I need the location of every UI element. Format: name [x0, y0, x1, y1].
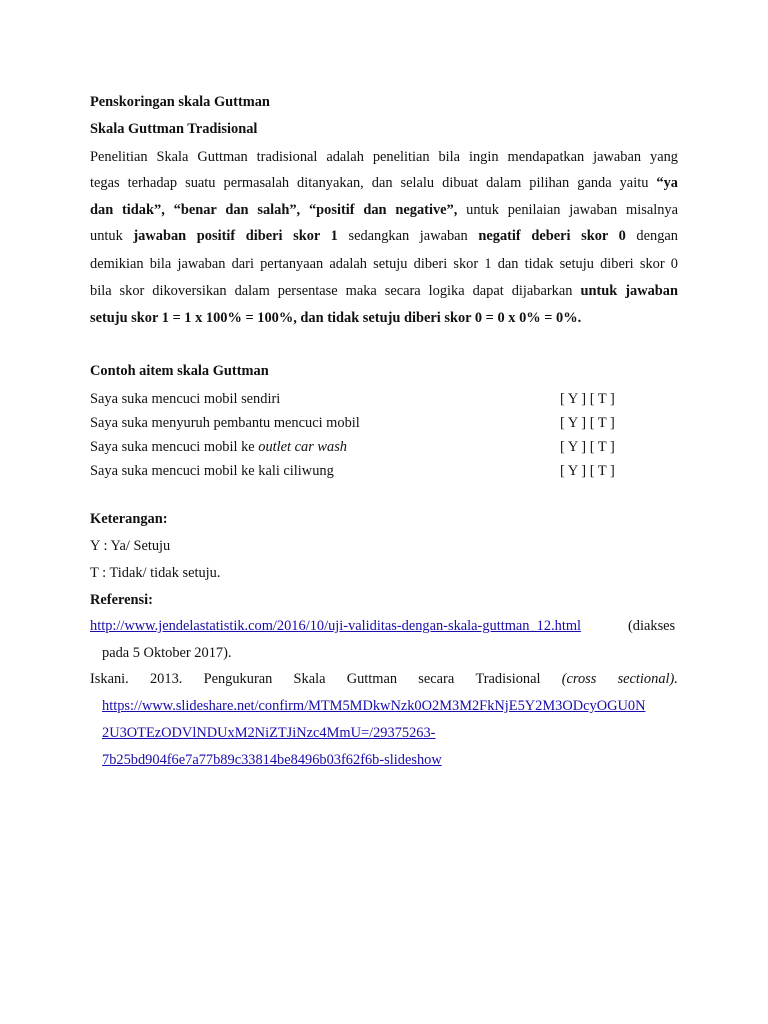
- reference-2-link-line-1: [102, 696, 645, 716]
- keterangan-y: Y : Ya/ Setuju: [90, 538, 171, 554]
- list-item: Saya suka mencuci mobil sendiri: [90, 391, 281, 407]
- paragraph-line-6: bila skor dikoversikan dalam persentase maka secara logika dapat dijabarkan untuk jawaban: [90, 283, 678, 299]
- reference-2-link[interactable]: 2U3OTEzODVlNDUxM2NiZTJiNzc4MmU=/29375263-: [102, 725, 436, 741]
- reference-1-link[interactable]: http://www.jendelastatistik.com/2016/10/uji-validitas-dengan-skala-guttman_12.html: [90, 618, 582, 634]
- list-item: Saya suka mencuci mobil ke kali ciliwung: [90, 463, 334, 479]
- list-item: Saya suka mencuci mobil ke outlet car wash: [90, 439, 347, 455]
- keterangan-title: Keterangan:: [90, 511, 168, 527]
- paragraph-line-1: Penelitian Skala Guttman tradisional adalah penelitian bila ingin mendapatkan jawaban yang: [90, 149, 678, 165]
- paragraph-line-4: untuk jawaban positif diberi skor 1 sedangkan jawaban negatif deberi skor 0 dengan: [90, 228, 678, 244]
- subsection-heading: Skala Guttman Tradisional: [90, 121, 258, 137]
- reference-2: Iskani. 2013. Pengukuran Skala Guttman secara Tradisional (cross sectional).: [90, 671, 678, 687]
- answer-options: [ Y ] [ T ]: [560, 439, 615, 455]
- answer-options: [ Y ] [ T ]: [560, 415, 615, 431]
- reference-1: [90, 616, 581, 636]
- answer-options: [ Y ] [ T ]: [560, 391, 615, 407]
- reference-2-link-line-3: [102, 750, 442, 770]
- reference-1-accessed: (diakses: [628, 618, 676, 634]
- paragraph-line-5: demikian bila jawaban dari pertanyaan adalah setuju diberi skor 1 dan tidak setuju diberi skor 0: [90, 256, 678, 272]
- referensi-title: Referensi:: [90, 592, 153, 608]
- paragraph-line-7: setuju skor 1 = 1 x 100% = 100%, dan tidak setuju diberi skor 0 = 0 x 0% = 0%.: [90, 310, 582, 326]
- reference-2-link[interactable]: https://www.slideshare.net/confirm/MTM5MDkwNzk0O2M3M2FkNjE5Y2M3ODcyOGU0N: [102, 698, 646, 714]
- reference-1-date: pada 5 Oktober 2017).: [102, 645, 232, 661]
- list-item: Saya suka menyuruh pembantu mencuci mobil: [90, 415, 360, 431]
- section-heading: Penskoringan skala Guttman: [90, 94, 270, 110]
- paragraph-line-3: dan tidak”, “benar dan salah”, “positif dan negative”, untuk penilaian jawaban misalnya: [90, 202, 679, 218]
- keterangan-t: T : Tidak/ tidak setuju.: [90, 565, 221, 581]
- paragraph-line-2: tegas terhadap suatu permasalah ditanyakan, dan selalu dibuat dalam pilihan ganda yaitu “ya: [90, 175, 678, 191]
- reference-2-link[interactable]: 7b25bd904f6e7a77b89c33814be8496b03f62f6b-slideshow: [102, 752, 442, 768]
- reference-2-link-line-2: [102, 723, 435, 743]
- answer-options: [ Y ] [ T ]: [560, 463, 615, 479]
- examples-title: Contoh aitem skala Guttman: [90, 363, 269, 379]
